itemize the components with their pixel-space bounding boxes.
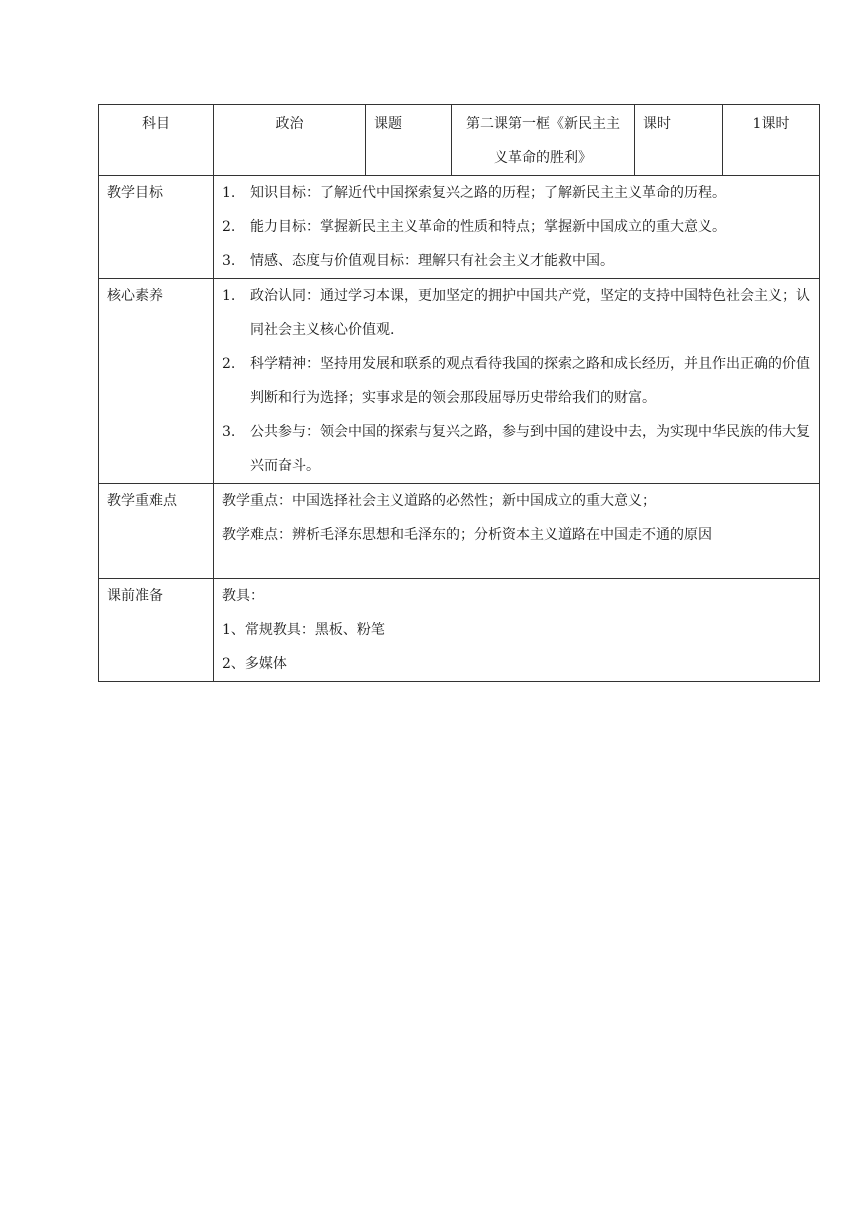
list-item — [222, 415, 811, 483]
item-text: 科学精神：坚持用发展和联系的观点看待我国的探索之路和成长经历，并且作出正确的价值判断和行为选择；实事求是的领会那段屈辱历史带给我们的财富。 — [250, 356, 810, 406]
header-row — [99, 105, 820, 176]
period-label: 课时 — [635, 105, 723, 176]
goals-content — [214, 176, 820, 279]
topic-value: 第二课第一框《新民主主义革命的胜利》 — [452, 105, 635, 176]
goals-row — [99, 176, 820, 279]
subject-value: 政治 — [214, 105, 366, 176]
item-text: 能力目标：掌握新民主主义革命的性质和特点；掌握新中国成立的重大意义。 — [250, 219, 726, 235]
list-item — [222, 176, 811, 210]
key-points-content — [214, 484, 820, 579]
item-text: 知识目标：了解近代中国探索复兴之路的历程；了解新民主主义革命的历程。 — [250, 185, 726, 201]
lesson-plan-table — [98, 104, 820, 682]
core-content — [214, 279, 820, 484]
preparation-row — [99, 579, 820, 682]
item-text: 情感、态度与价值观目标：理解只有社会主义才能救中国。 — [250, 253, 614, 269]
list-item — [222, 347, 811, 415]
list-item — [222, 210, 811, 244]
subject-label: 科目 — [99, 105, 214, 176]
list-item — [222, 279, 811, 347]
preparation-content — [214, 579, 820, 682]
item-number: 2. — [222, 356, 236, 372]
core-label: 核心素养 — [99, 279, 214, 484]
item-number: 1. — [222, 288, 236, 304]
item-text: 政治认同：通过学习本课，更加坚定的拥护中国共产党，坚定的支持中国特色社会主义；认同社会主义核心价值观. — [250, 288, 810, 338]
difficulty-line: 教学难点：辨析毛泽东思想和毛泽东的；分析资本主义道路在中国走不通的原因 — [222, 527, 712, 543]
preparation-line: 教具： — [222, 588, 264, 604]
key-point-line: 教学重点：中国选择社会主义道路的必然性；新中国成立的重大意义； — [222, 493, 656, 509]
item-number: 1. — [222, 185, 236, 201]
item-number: 3. — [222, 253, 236, 269]
topic-label: 课题 — [366, 105, 452, 176]
preparation-line: 2、多媒体 — [222, 656, 287, 672]
period-value: 1课时 — [723, 105, 820, 176]
goals-label: 教学目标 — [99, 176, 214, 279]
core-row — [99, 279, 820, 484]
item-text: 公共参与：领会中国的探索与复兴之路，参与到中国的建设中去，为实现中华民族的伟大复兴而奋斗。 — [250, 424, 810, 474]
list-item — [222, 244, 811, 278]
key-points-row — [99, 484, 820, 579]
item-number: 3. — [222, 424, 236, 440]
key-points-label: 教学重难点 — [99, 484, 214, 579]
preparation-line: 1、常规教具：黑板、粉笔 — [222, 622, 385, 638]
item-number: 2. — [222, 219, 236, 235]
preparation-label: 课前准备 — [99, 579, 214, 682]
